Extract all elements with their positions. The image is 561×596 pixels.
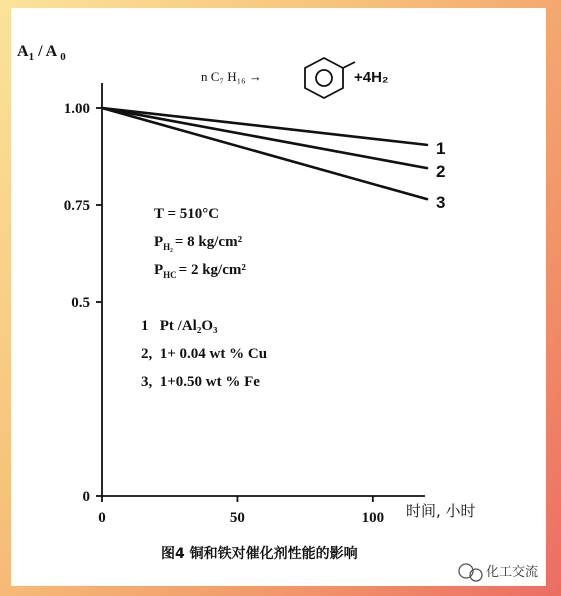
x-tick-label: 100 (361, 510, 385, 526)
catalyst-1: 1 Pt /Al₂O₃ (141, 318, 218, 334)
benzene-ring-icon (305, 58, 355, 98)
figure-caption: 图4 铜和铁对催化剂性能的影响 (161, 546, 358, 562)
y-axis-title: $A_1$ / A $_0$ (17, 43, 66, 63)
y-tick-label: 0.5 (71, 295, 90, 311)
watermark-text: 化工交流 (486, 565, 539, 580)
x-axis-title: 时间, 小时 (406, 502, 476, 520)
reaction-product: +4H₂ (354, 69, 389, 86)
x-tick-label: 0 (98, 510, 106, 526)
series-label-3: 3 (436, 193, 446, 213)
series-label-1: 1 (436, 138, 446, 158)
catalyst-2: 2, 1+ 0.04 wt % Cu (141, 346, 268, 362)
x-tick-label: 50 (229, 510, 245, 526)
reaction-reactant: n C₇ H₁₆ → (201, 69, 262, 84)
y-tick-label: 1.00 (63, 101, 90, 117)
temperature-note: T = 510°C (154, 206, 220, 222)
pressure-h2-note: $P_{H_2} = 8$ kg/cm² (154, 234, 243, 252)
y-tick-label: 0 (82, 489, 90, 505)
series-label-2: 2 (436, 162, 446, 182)
watermark (459, 564, 538, 581)
y-tick-label: 0.75 (63, 198, 90, 214)
series-line-3 (102, 108, 427, 199)
chart-frame (11, 8, 546, 586)
pressure-hc-note: $P_{HC} = 2$ kg/cm² (154, 262, 246, 280)
chart (11, 8, 546, 586)
wechat-icon (459, 564, 482, 581)
catalyst-3: 3, 1+0.50 wt % Fe (141, 374, 260, 390)
